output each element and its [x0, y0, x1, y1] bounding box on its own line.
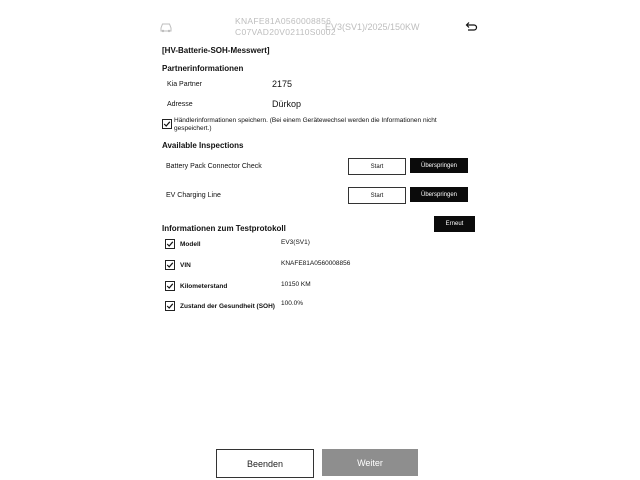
vin-checkbox[interactable] — [165, 260, 175, 270]
address-value: Dürkop — [272, 99, 302, 109]
car-icon — [159, 20, 173, 32]
check-icon — [166, 282, 174, 290]
kia-partner-value: 2175 — [272, 79, 293, 89]
next-button[interactable]: Weiter — [322, 449, 418, 476]
inspections-section-title: Available Inspections — [162, 141, 244, 150]
address-label: Adresse — [167, 101, 193, 108]
vehicle-id-lines — [235, 16, 336, 38]
model-checkbox[interactable] — [165, 239, 175, 249]
check-icon — [166, 302, 174, 310]
check-icon — [163, 120, 171, 128]
model-line: EV3(SV1)/2025/150KW — [325, 22, 420, 32]
mileage-checkbox[interactable] — [165, 281, 175, 291]
protocol-section-title: Informationen zum Testprotokoll — [162, 224, 286, 233]
protocol-value: EV3(SV1) — [281, 239, 310, 246]
protocol-label: Kilometerstand — [180, 283, 228, 290]
save-info-text: Händlerinformationen speichern. (Bei einem Gerätewechsel werden die Informationen nicht gespeichert.) — [174, 117, 437, 132]
protocol-label: Zustand der Gesundheit (SOH) — [180, 303, 275, 310]
soh-checkbox[interactable] — [165, 301, 175, 311]
protocol-value: 10150 KM — [281, 281, 311, 288]
check-icon — [166, 240, 174, 248]
inspection-name: EV Charging Line — [166, 192, 221, 199]
protocol-value: 100.0% — [281, 300, 304, 307]
start-button[interactable]: Start — [348, 158, 406, 175]
partner-section-title: Partnerinformationen — [162, 64, 244, 73]
back-icon[interactable] — [464, 20, 478, 32]
vin-line-2: C07VAD20V02110S0002 — [235, 27, 336, 37]
check-icon — [166, 261, 174, 269]
skip-button[interactable]: Überspringen — [410, 187, 468, 202]
inspection-name: Battery Pack Connector Check — [166, 163, 262, 170]
kia-partner-label: Kia Partner — [167, 81, 203, 88]
renew-button[interactable]: Erneut — [434, 216, 475, 232]
vin-line-1: KNAFE81A0560008856 — [235, 16, 332, 26]
protocol-label: Modell — [180, 241, 201, 248]
page-title: [HV-Batterie-SOH-Messwert] — [162, 46, 270, 55]
end-button[interactable]: Beenden — [216, 449, 314, 478]
start-button[interactable]: Start — [348, 187, 406, 204]
save-info-checkbox[interactable] — [162, 119, 172, 129]
protocol-label: VIN — [180, 262, 191, 269]
skip-button[interactable]: Überspringen — [410, 158, 468, 173]
top-bar — [155, 10, 480, 42]
protocol-value: KNAFE81A0560008856 — [281, 260, 351, 267]
